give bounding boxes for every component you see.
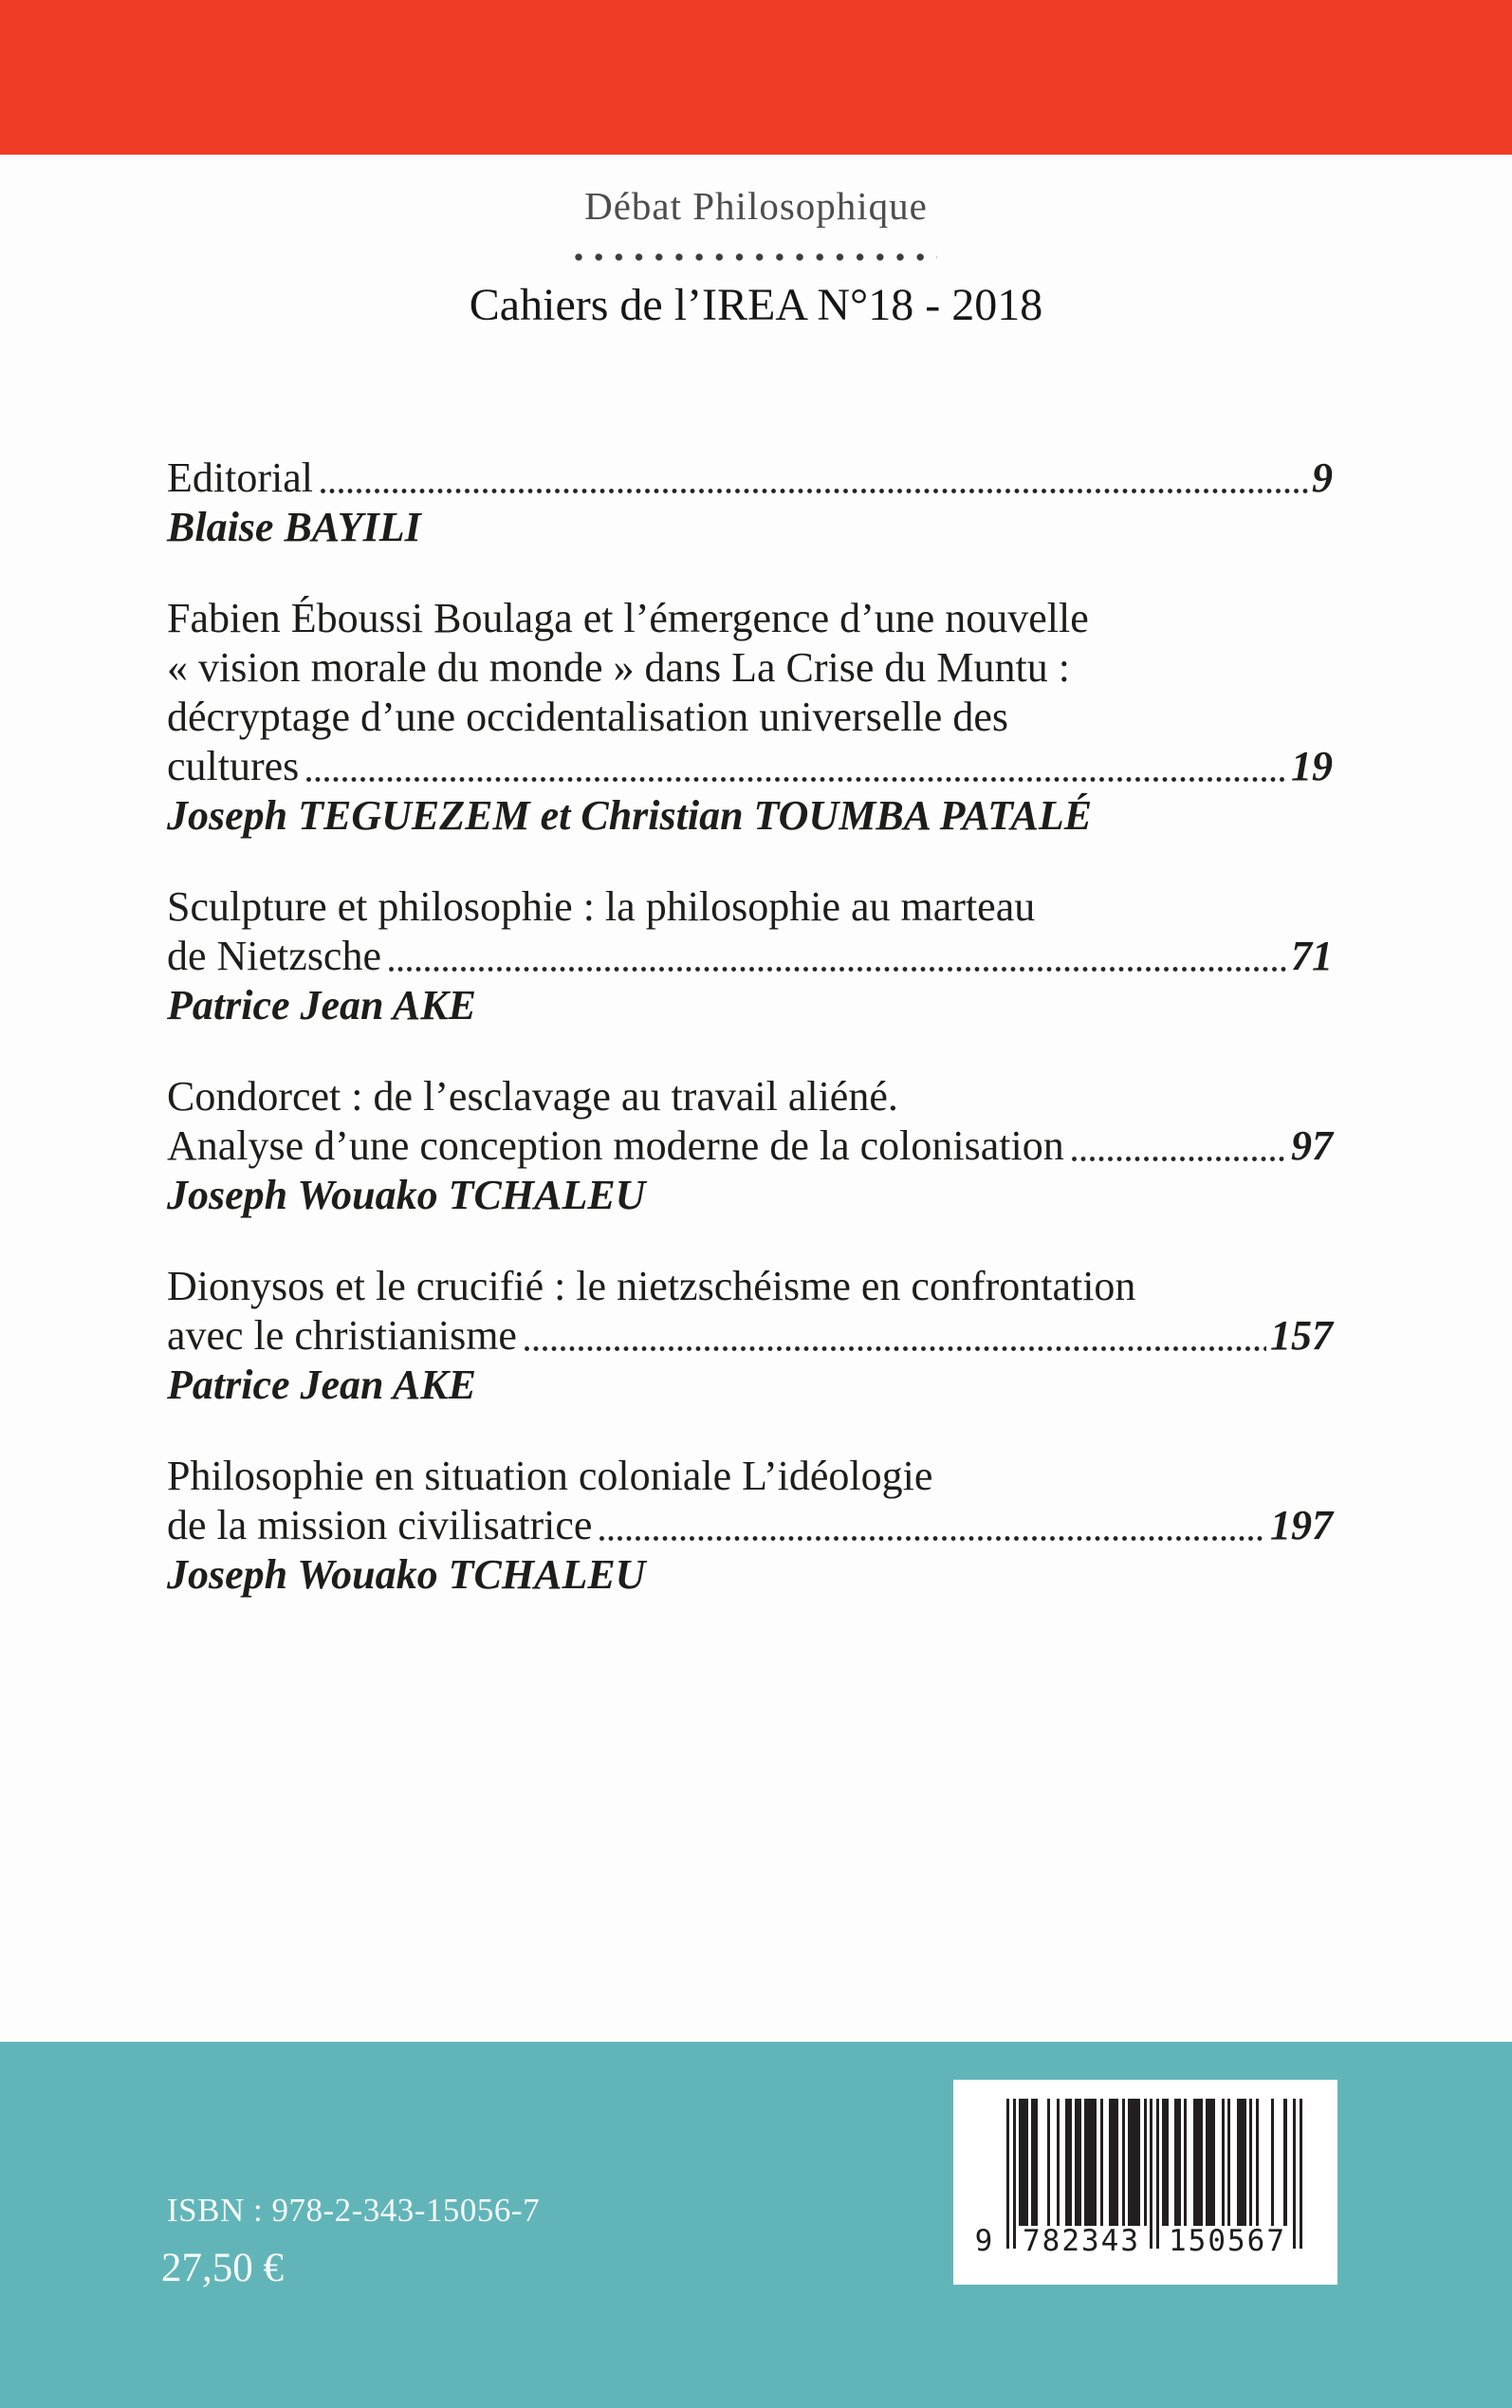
barcode-bar (1075, 2099, 1081, 2226)
barcode-bar (1100, 2099, 1103, 2226)
toc-authors: Blaise BAYILI (167, 504, 421, 550)
barcode-bar (1144, 2099, 1147, 2226)
dot-leader (525, 1344, 1266, 1353)
toc-title: de Nietzsche (167, 933, 381, 979)
isbn-text: ISBN : 978-2-343-15056-7 (167, 2192, 541, 2229)
barcode-bar (1283, 2099, 1286, 2226)
bottom-teal-band (0, 2042, 1512, 2408)
price-text: 27,50 € (161, 2246, 284, 2290)
barcode-bar (1128, 2099, 1140, 2226)
table-of-contents (167, 454, 1333, 1641)
barcode-bar (1174, 2099, 1181, 2226)
series-title: Cahiers de l’IREA N°18 - 2018 (469, 280, 1043, 330)
toc-title-line: Condorcet : de l’esclavage au travail aliéné. (167, 1073, 898, 1120)
barcode (953, 2080, 1337, 2285)
barcode-bar (1256, 2099, 1259, 2226)
toc-title: avec le christianisme (167, 1312, 517, 1359)
toc-line (167, 454, 1333, 503)
toc-entry (167, 594, 1333, 841)
page-number: 19 (1291, 743, 1333, 789)
toc-title-line: Dionysos et le crucifié : le nietzschéisme en confrontation (167, 1263, 1136, 1309)
barcode-bar (1222, 2099, 1225, 2226)
top-red-band (0, 0, 1512, 155)
page-number: 197 (1270, 1502, 1333, 1548)
barcode-bar (1065, 2099, 1072, 2226)
toc-line (167, 1501, 1333, 1550)
dot-leader (1072, 1155, 1287, 1163)
toc-line (167, 932, 1333, 981)
toc-authors: Joseph Wouako TCHALEU (167, 1551, 646, 1598)
barcode-bar (1006, 2099, 1009, 2249)
collection-name: Débat Philosophique (584, 184, 928, 228)
barcode-bar (1031, 2099, 1038, 2226)
page-number: 71 (1291, 933, 1333, 979)
toc-entry (167, 1262, 1333, 1410)
barcode-bar (1156, 2099, 1159, 2249)
barcode-bar (1057, 2099, 1060, 2226)
toc-authors: Joseph Wouako TCHALEU (167, 1172, 646, 1218)
toc-line (167, 1121, 1333, 1171)
toc-entry (167, 882, 1333, 1030)
barcode-bar (1019, 2099, 1028, 2226)
toc-entry (167, 1452, 1333, 1600)
barcode-bar (1227, 2099, 1230, 2226)
dotted-separator (575, 252, 937, 262)
page-number: 97 (1291, 1122, 1333, 1169)
toc-title: Editorial (167, 454, 313, 501)
toc-line (167, 1311, 1333, 1361)
barcode-bar (1300, 2099, 1302, 2249)
toc-title-line: Fabien Éboussi Boulaga et l’émergence d’une nouvelle (167, 595, 1089, 641)
toc-authors: Joseph TEGUEZEM et Christian TOUMBA PATALÉ (167, 792, 1093, 839)
barcode-digits-group2: 150567 (1169, 2224, 1286, 2258)
barcode-bar (1206, 2099, 1215, 2226)
dot-leader (321, 487, 1308, 495)
toc-authors: Patrice Jean AKE (167, 1361, 476, 1408)
dot-leader (306, 775, 1287, 784)
barcode-digit-left: 9 (974, 2224, 993, 2258)
barcode-bar (1047, 2099, 1050, 2226)
toc-title-line: décryptage d’une occidentalisation universelle des (167, 694, 1008, 740)
barcode-bar (1237, 2099, 1246, 2226)
barcode-digits-group1: 782343 (1023, 2224, 1140, 2258)
page-number: 157 (1270, 1312, 1333, 1359)
toc-title-line: Sculpture et philosophie : la philosophie au marteau (167, 883, 1036, 930)
barcode-bar (1249, 2099, 1252, 2226)
toc-line (167, 742, 1333, 791)
barcode-bar (1122, 2099, 1125, 2226)
barcode-bar (1109, 2099, 1118, 2226)
barcode-bar (1293, 2099, 1296, 2249)
barcode-bar (1193, 2099, 1203, 2226)
barcode-bar (1271, 2099, 1274, 2226)
barcode-bar (1162, 2099, 1169, 2226)
toc-title-line: « vision morale du monde » dans La Crise du Muntu : (167, 644, 1070, 691)
dot-leader (389, 965, 1287, 973)
toc-title: cultures (167, 743, 300, 789)
toc-title-line: Philosophie en situation coloniale L’idéologie (167, 1453, 933, 1499)
toc-title: Analyse d’une conception moderne de la colonisation (167, 1122, 1064, 1169)
toc-entry (167, 1072, 1333, 1220)
barcode-bar (1150, 2099, 1152, 2249)
toc-entry (167, 454, 1333, 552)
toc-title: de la mission civilisatrice (167, 1502, 593, 1548)
toc-authors: Patrice Jean AKE (167, 982, 476, 1028)
page-number: 9 (1312, 454, 1333, 501)
barcode-bar (1084, 2099, 1097, 2226)
barcode-bar (1184, 2099, 1187, 2226)
dot-leader (599, 1534, 1266, 1543)
